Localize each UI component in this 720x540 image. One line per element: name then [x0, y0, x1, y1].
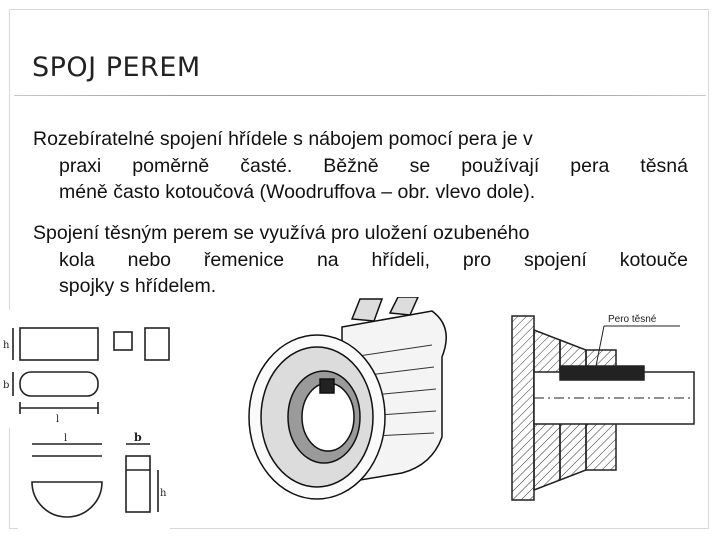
paragraph-2-line-1: Spojení těsným perem se využívá pro uložení ozubeného	[33, 222, 530, 244]
section-drawing	[500, 300, 705, 515]
paragraph-1-line-3: méně často kotoučová (Woodruffova – obr. vlevo dole).	[59, 181, 536, 203]
title-divider	[14, 95, 706, 96]
paragraph-1-line-1: Rozebíratelné spojení hřídele s nábojem pomocí pera je v	[33, 128, 533, 150]
section-label: Pero těsné	[608, 314, 657, 325]
slide-title: SPOJ PEREM	[32, 52, 201, 83]
paragraph-1-line-2: praxi poměrně časté. Běžně se používají pera těsná	[59, 154, 688, 177]
woodruff-dim-h: h	[160, 488, 167, 499]
key-views-drawing	[0, 310, 178, 428]
paragraph-2-line-2: kola nebo řemenice na hřídeli, pro spojení kotouče	[59, 248, 688, 271]
hub-3d-drawing	[232, 297, 497, 507]
key-dim-b: b	[3, 380, 10, 391]
key-dim-h: h	[3, 340, 10, 351]
paragraph-1	[33, 126, 688, 206]
woodruff-dim-b: b	[134, 431, 142, 444]
paragraph-2-line-3: spojky s hřídelem.	[59, 275, 217, 297]
woodruff-key-drawing	[18, 430, 170, 538]
key-dim-l: l	[56, 414, 60, 425]
paragraph-2	[33, 220, 688, 300]
woodruff-dim-l: l	[64, 433, 68, 444]
